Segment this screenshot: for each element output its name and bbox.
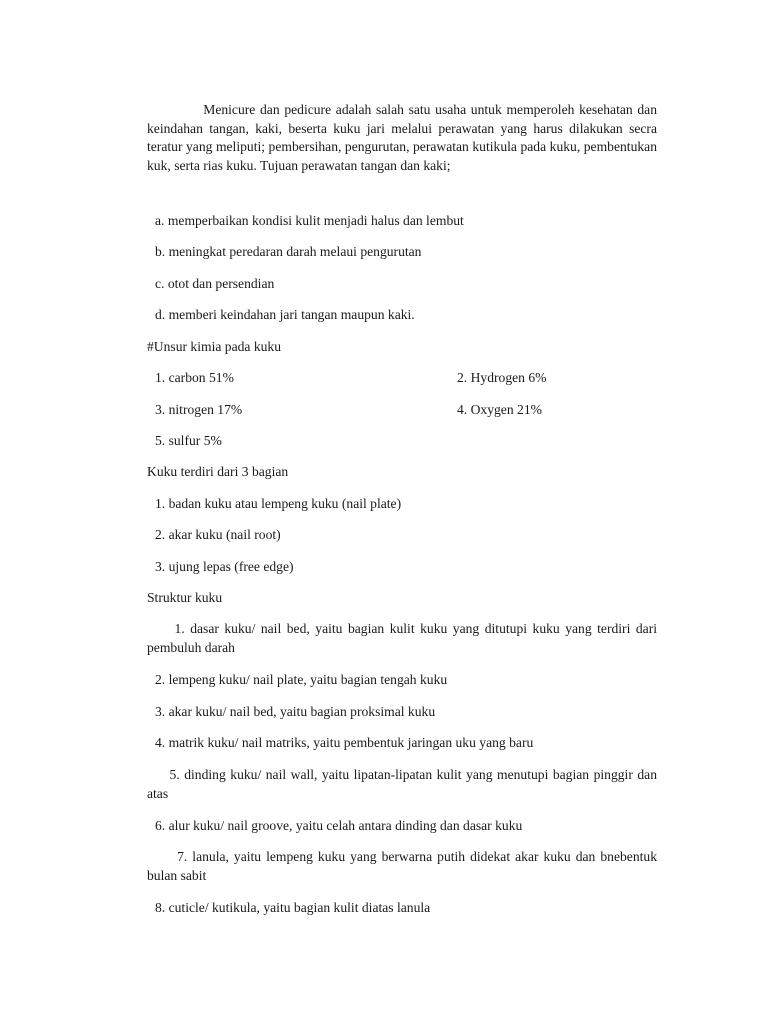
bagian-item-1: 1. badan kuku atau lempeng kuku (nail plate) xyxy=(155,496,402,511)
struktur-item-4: 4. matrik kuku/ nail matriks, yaitu pembentuk jaringan uku yang baru xyxy=(155,735,534,750)
bagian-item-2: 2. akar kuku (nail root) xyxy=(155,527,281,542)
unsur-item-nitrogen: 3. nitrogen 17% xyxy=(155,402,243,417)
unsur-heading: #Unsur kimia pada kuku xyxy=(147,339,282,354)
struktur-item-1: 1. dasar kuku/ nail bed, yaitu bagian kulit kuku yang ditutupi kuku yang terdiri dari pembuluh darah xyxy=(147,621,657,655)
unsur-item-oxygen: 4. Oxygen 21% xyxy=(457,402,542,417)
unsur-item-carbon: 1. carbon 51% xyxy=(155,370,234,385)
struktur-item-5: 5. dinding kuku/ nail wall, yaitu lipatan-lipatan kulit yang menutupi bagian pinggir dan atas xyxy=(147,767,657,801)
unsur-item-hydrogen: 2. Hydrogen 6% xyxy=(457,370,547,385)
bagian-item-3: 3. ujung lepas (free edge) xyxy=(155,559,294,574)
struktur-item-2: 2. lempeng kuku/ nail plate, yaitu bagian tengah kuku xyxy=(155,672,448,687)
unsur-item-sulfur: 5. sulfur 5% xyxy=(155,433,222,448)
tujuan-item-b: b. meningkat peredaran darah melaui pengurutan xyxy=(155,244,422,259)
tujuan-item-c: c. otot dan persendian xyxy=(155,276,275,291)
struktur-item-7: 7. lanula, yaitu lempeng kuku yang berwarna putih didekat akar kuku dan bnebentuk bulan sabit xyxy=(147,849,657,883)
struktur-item-8: 8. cuticle/ kutikula, yaitu bagian kulit diatas lanula xyxy=(155,900,431,915)
tujuan-item-a: a. memperbaikan kondisi kulit menjadi halus dan lembut xyxy=(155,213,464,228)
struktur-item-6: 6. alur kuku/ nail groove, yaitu celah antara dinding dan dasar kuku xyxy=(155,818,523,833)
bagian-heading: Kuku terdiri dari 3 bagian xyxy=(147,464,289,479)
tujuan-item-d: d. memberi keindahan jari tangan maupun kaki. xyxy=(155,307,415,322)
struktur-item-3: 3. akar kuku/ nail bed, yaitu bagian proksimal kuku xyxy=(155,704,436,719)
struktur-heading: Struktur kuku xyxy=(147,590,223,605)
intro-paragraph: Menicure dan pedicure adalah salah satu usaha untuk memperoleh kesehatan dan keindahan tangan, kaki, beserta kuku jari melalui perawatan yang harus dilakukan secra teratur yang meliputi; pembersihan, pengurutan, perawatan kutikula pada kuku, pembentukan kuk, serta rias kuku. Tujuan perawatan tangan dan kaki; xyxy=(147,102,657,173)
